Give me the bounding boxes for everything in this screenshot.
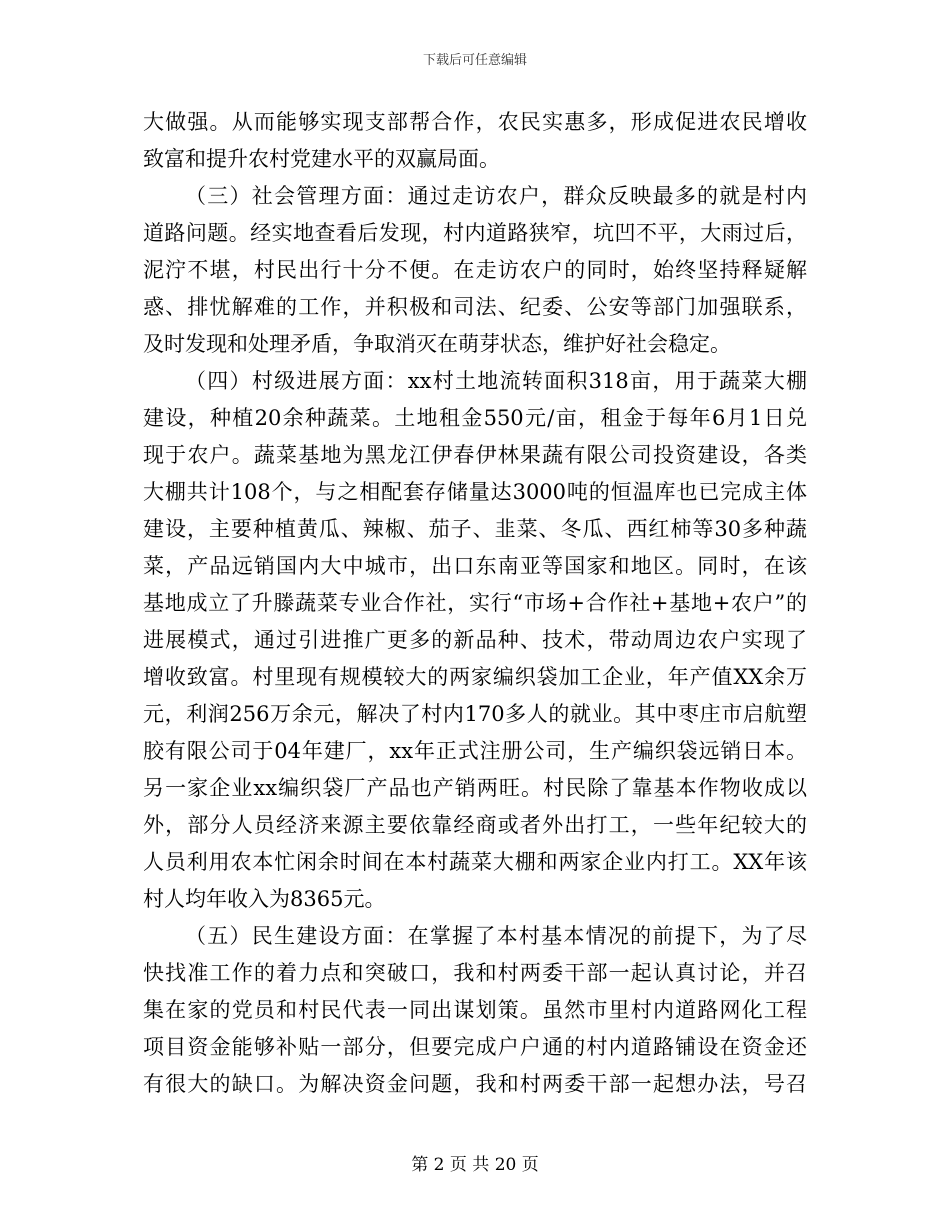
text-line: 外，部分人员经济来源主要依靠经商或者外出打工，一些年纪较大的 [143,813,807,837]
text-line: 惑、排忧解难的工作，并积极和司法、纪委、公安等部门加强联系， [143,295,807,319]
text-line: 增收致富。村里现有规模较大的两家编织袋加工企业，年产值XX余万 [143,665,807,689]
text-line: 基地成立了升滕蔬菜专业合作社，实行“市场+合作社+基地+农户”的 [143,591,807,615]
page-number-footer: 第 2 页 共 20 页 [411,1155,539,1175]
text-line: 大做强。从而能够实现支部帮合作，农民实惠多，形成促进农民增收 [143,110,807,134]
text-line: （五）民生建设方面：在掌握了本村基本情况的前提下，为了尽 [185,924,807,948]
text-line: 进展模式，通过引进推广更多的新品种、技术，带动周边农户实现了 [143,628,807,652]
text-line: 快找准工作的着力点和突破口，我和村两委干部一起认真讨论，并召 [143,961,807,985]
text-line: 村人均年收入为8365元。 [143,887,386,911]
text-line: 有很大的缺口。为解决资金问题，我和村两委干部一起想办法，号召 [143,1072,807,1096]
text-line: 现于农户。蔬菜基地为黑龙江伊春伊林果蔬有限公司投资建设，各类 [143,443,807,467]
text-line: 胶有限公司于04年建厂，xx年正式注册公司，生产编织袋远销日本。 [143,739,807,763]
text-line: 人员利用农本忙闲余时间在本村蔬菜大棚和两家企业内打工。XX年该 [143,850,807,874]
text-line: 大棚共计108个，与之相配套存储量达3000吨的恒温库也已完成主体 [143,480,807,504]
page-header: 下载后可任意编辑 [422,53,527,68]
text-line: （四）村级进展方面：xx村土地流转面积318亩，用于蔬菜大棚 [185,369,807,393]
text-line: （三）社会管理方面：通过走访农户，群众反映最多的就是村内 [185,184,807,208]
text-line: 另一家企业xx编织袋厂产品也产销两旺。村民除了靠基本作物收成以 [143,776,807,800]
text-line: 泥泞不堪，村民出行十分不便。在走访农户的同时，始终坚持释疑解 [143,258,807,282]
text-line: 道路问题。经实地查看后发现，村内道路狭窄，坑凹不平，大雨过后， [143,221,807,245]
text-line: 致富和提升农村党建水平的双赢局面。 [143,147,500,171]
text-line: 集在家的党员和村民代表一同出谋划策。虽然市里村内道路网化工程 [143,998,807,1022]
text-line: 项目资金能够补贴一部分，但要完成户户通的村内道路铺设在资金还 [143,1035,807,1059]
text-line: 及时发现和处理矛盾，争取消灭在萌芽状态，维护好社会稳定。 [143,332,731,356]
document-body [143,104,807,1103]
text-line: 建设，种植20余种蔬菜。土地租金550元/亩，租金于每年6月1日兑 [143,406,807,430]
text-line: 元，利润256万余元，解决了村内170多人的就业。其中枣庄市启航塑 [143,702,807,726]
text-line: 建设，主要种植黄瓜、辣椒、茄子、韭菜、冬瓜、西红柿等30多种蔬 [143,517,807,541]
text-line: 菜，产品远销国内大中城市，出口东南亚等国家和地区。同时，在该 [143,554,807,578]
